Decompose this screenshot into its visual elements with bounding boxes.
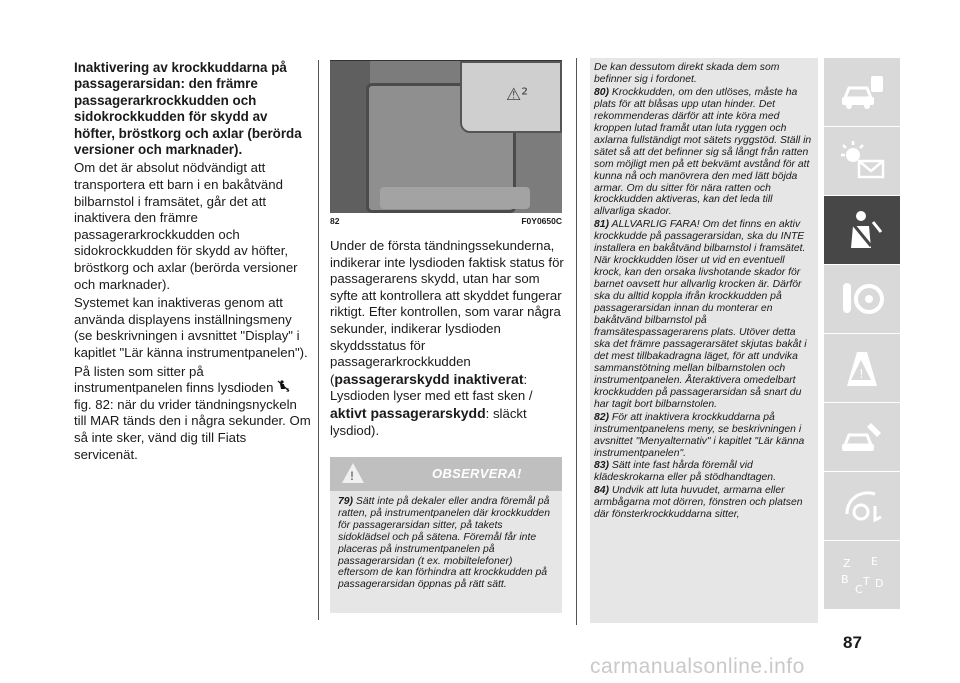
warning-box-title: OBSERVERA! [432,466,522,481]
airbag-off-icon: ⚠² [506,85,529,105]
car-service-icon [837,415,887,459]
warning-triangle-icon: ! [342,463,364,483]
notes-box [590,58,818,623]
paragraph: Om det är absolut nödvändigt att transportera ett barn i en bakåtvänd bilbarnstol i framsätet, går det att inaktivera den främre passagerarkrockkudden och sidokrockkudden för skydd av höfter, bröstkorg och axlar (berörda versioner och marknader). [74,160,298,292]
figure-controls [380,187,530,209]
figure-code: F0Y0650C [521,216,562,226]
paragraph [74,364,312,464]
index-letter: B [841,573,849,586]
media-settings-icon [837,484,887,528]
note-item [594,460,814,484]
note-number: 80) [594,86,610,98]
column-divider [318,60,319,620]
index-letter: D [875,577,884,590]
note-number: 82) [594,411,610,423]
chapter-tabs [824,58,900,610]
paragraph-text: : släckt lysdiod). [330,405,527,438]
note-item [594,62,814,86]
figure-dashboard-led [330,60,562,213]
warning-box-body [330,491,562,596]
note-text: Krockkudden, om den utlöses, måste ha plats för att blåsas upp utan hinder. Det rekommenderas därför att inte köra med kroppen lutad framåt utan luta ryggen och axlarna fullständigt mot sätets ryggstöd. Ställ in sätet så att det befinner sig så långt från ratten som möjligt men på ett bekvämt avstånd för att kunna nå och manövrera den med lätt böjda armar. Om du sitter för nära ratten och krockkudden aktiveras, kan det leda till allvarliga skador. [594,86,812,218]
key-steering-icon [837,277,887,321]
column-divider [576,58,577,625]
figure-number: 82 [330,216,340,226]
note-text: Sätt inte fast hårda föremål vid klädeskrokarna eller på stödhandtagen. [594,460,776,484]
alphabet-index-icon [837,553,887,597]
note-number: 79) [338,496,354,507]
tab-emergency[interactable] [824,334,900,402]
seatbelt-person-icon [837,208,887,252]
note-number: 81) [594,219,610,231]
index-letter: E [871,555,878,568]
tab-safety[interactable] [824,196,900,264]
tab-car-info[interactable] [824,58,900,126]
main-text-column [74,60,312,463]
svg-text:!: ! [859,367,864,381]
warning-lights-icon [837,139,887,183]
index-letter: C [855,583,863,596]
watermark: carmanualsonline.info [590,655,805,678]
tab-warning-lights[interactable] [824,127,900,195]
note-text: För att inaktivera krockkuddarna på instrumentpanelens meny, se beskrivningen i avsnittet "Menyalternativ" i kapitlet "Lär känna instrumentpanelen". [594,411,805,459]
page-number: 87 [843,633,862,652]
figure-caption [330,216,562,226]
index-letter: T [863,575,870,588]
note-number: 83) [594,460,610,472]
car-info-icon [837,70,887,114]
note-text: ALLVARLIG FARA! Om det finns en aktiv krockkudde på passagerarsidan, ska du INTE installera en bakåtvänd bilbarnstol i framsätet. När krockkudden löser ut vid en eventuell krock, kan den orsaka livshotande skador för barnet oavsett hur allvarlig krocken är. Därför ska du alltid koppla ifrån krockkudden på passagerarsidan innan du monterar en bakåtvänd bilbarnstol på framsätespassagerarens plats. Utöver detta ska det främre passagerarsätet skjutas bakåt i det mest tillbakadragna läget, för att undvika sammanstötning mellan bilbarnstolen och instrumentpanelen. Återaktivera omedelbart krockkudden på passagerarsidan så snart du har tagit bort bilbarnstolen. [594,219,807,410]
second-text-column [330,238,564,439]
warning-box [330,457,562,613]
paragraph: Systemet kan inaktiveras genom att använda displayens inställningsmeny (se beskrivningen i avsnittet "Display" i kapitlet "Lär känna instrumentpanelen"). [74,295,308,360]
note-item [594,412,814,460]
note-item [594,485,814,521]
bold-status-text: passagerarskydd inaktiverat [334,370,524,387]
figure-trim [330,61,370,213]
airbag-off-led-icon [277,380,291,393]
paragraph-text: fig. 82: när du vrider tändningsnyckeln till MAR tänds den i några sekunder. Om så inte sker, vänd dig till Fiats servicenät. [74,396,311,462]
tab-index[interactable] [824,541,900,609]
note-text: Sätt inte på dekaler eller andra föremål på ratten, på instrumentpanelen där krockkudden för passagerarsidan sitter, på takets sidoklädsel och på sätena. Föremål får inte placeras på instrumentpanelen på passagerarsidan (t ex. mobiltelefoner) eftersom de kan förhindra att krockkudden på passagerarsidan öppnas på rätt sätt. [338,496,550,591]
svg-text:2: 2 [286,388,290,394]
tab-multimedia[interactable] [824,472,900,540]
warning-box-header [330,457,562,491]
note-item [594,219,814,410]
tab-starting-driving[interactable] [824,265,900,333]
note-text: Undvik att luta huvudet, armarna eller armbågarna mot dörren, fönstren och platsen där fönsterkrockkuddarna sitter, [594,485,803,521]
note-number: 84) [594,485,610,497]
paragraph-text: Under de första tändningssekunderna, indikerar inte lysdioden faktisk status för passagerarens skydd, utan har som syfte att kontrollera att skyddet fungerar riktigt. Efter kontrollen, som varar några sekunder, indikerar lysdioden skyddsstatus för passagerarkrockkudden ( [330,238,564,387]
section-heading: Inaktivering av krockkuddarna på passagerarsidan: den främre passagerarkrockkudden och sidokrockkudden för skydd av höfter, bröstkorg och axlar (berörda versioner och marknader). [74,60,302,158]
index-letter: Z [843,557,851,570]
note-item [594,87,814,218]
bold-status-text: aktivt passagerarskydd [330,404,486,421]
paragraph-text: : Lysdioden lyser med ett fast sken / [330,371,533,404]
paragraph-text: På listen som sitter på instrumentpanelen finns lysdioden [74,363,274,396]
road-warning-icon [837,346,887,390]
tab-maintenance[interactable] [824,403,900,471]
note-text: De kan dessutom direkt skada dem som befinner sig i fordonet. [594,62,780,85]
